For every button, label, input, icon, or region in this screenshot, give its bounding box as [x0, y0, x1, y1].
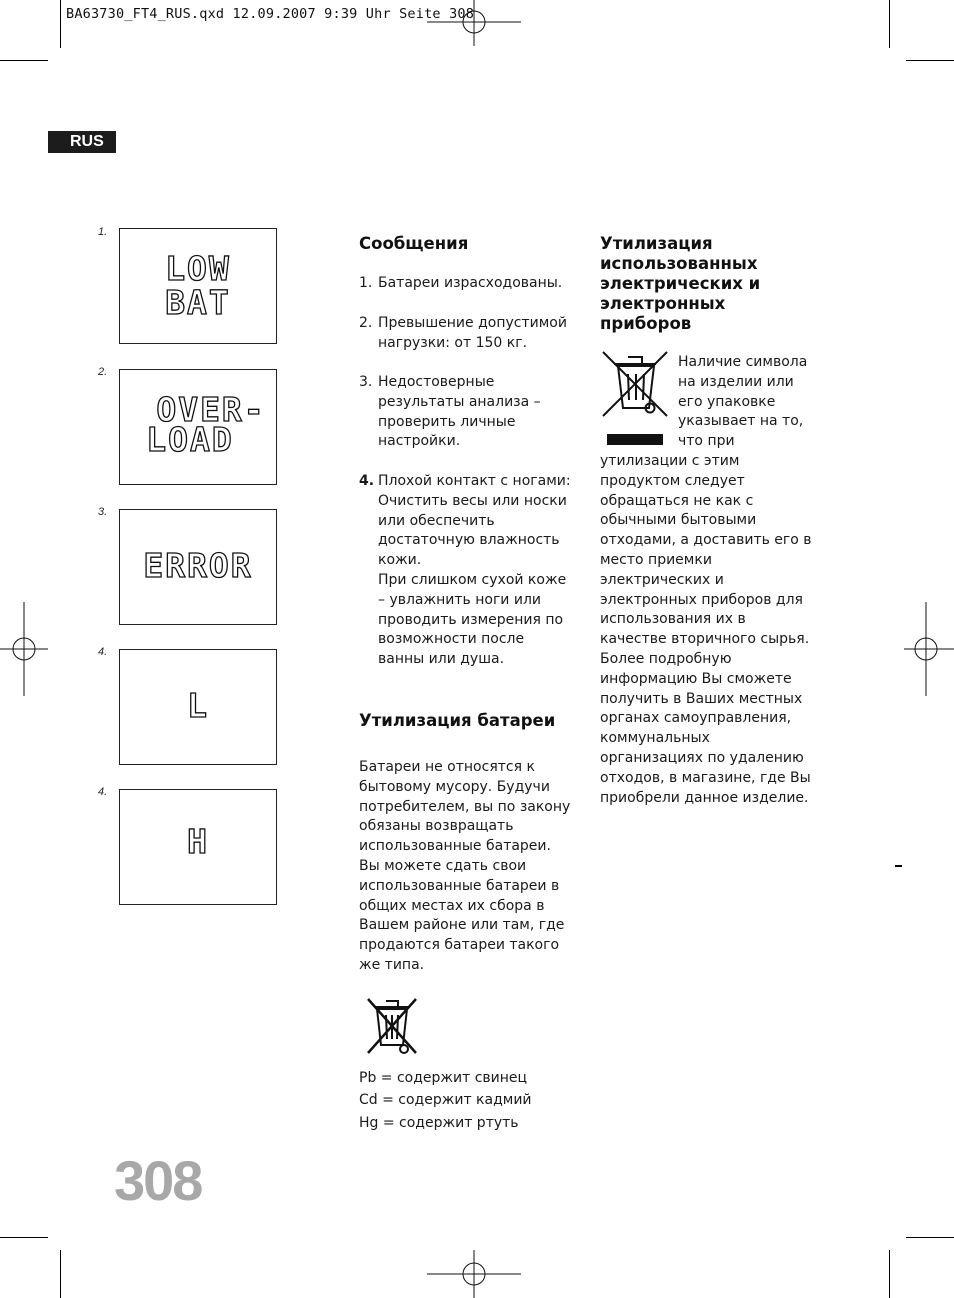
weee-text: утилизации с этим продуктом следует обращаться не как с обычными бытовыми отходами, а доставить его в место приемки электрических и электронных приборов для использования их в качестве вторичного сырья. Более подробную информацию Вы сможете получить в Ваших местных органах самоуправления, коммунальных организациях по удалению отходов, в магазине, где Вы приобрели данное изделие. — [600, 453, 812, 806]
display-number: 4. — [98, 646, 108, 658]
crossed-out-bin-icon — [600, 348, 670, 448]
display-number: 3. — [98, 506, 108, 518]
display-line: LOAD — [146, 420, 234, 459]
crossed-out-bin-icon — [364, 993, 420, 1057]
display-line: BAT — [165, 283, 231, 322]
battery-heading: Утилизация батареи — [359, 711, 556, 730]
weee-heading: Утилизация использованных электрических и электронных приборов — [600, 234, 761, 333]
display-h — [119, 789, 277, 905]
page-number: 308 — [114, 1149, 202, 1212]
file-slug: BA63730_FT4_RUS.qxd 12.09.2007 9:39 Uhr Seite 308 — [66, 6, 475, 22]
language-tab-label: RUS — [70, 133, 104, 150]
substance-pb: Pb = содержит свинец — [359, 1070, 528, 1086]
substance-cd: Cd = содержит кадмий — [359, 1092, 532, 1108]
display-line: ERROR — [143, 546, 253, 585]
display-number: 2. — [98, 366, 108, 378]
display-number: 4. — [98, 786, 108, 798]
display-low-bat — [119, 228, 277, 344]
display-line: LOW — [165, 249, 231, 288]
display-overload — [119, 369, 277, 485]
display-l — [119, 649, 277, 765]
display-error — [119, 509, 277, 625]
display-line: H — [187, 822, 209, 861]
weee-text-intro: Наличие символа на изделии или его упаковке указывает на то, что при — [678, 354, 808, 450]
substance-hg: Hg = содержит ртуть — [359, 1115, 519, 1131]
messages-heading: Сообщения — [359, 234, 469, 253]
display-line: OVER- — [156, 390, 266, 429]
display-number: 1. — [98, 226, 108, 238]
display-line: L — [187, 686, 209, 725]
battery-text: Батареи не относятся к бытовому мусору. Будучи потребителем, вы по закону обязаны возвращать использованные батареи. Вы можете сдать свои использованные батареи в общих местах их сбора в Вашем районе или там, где продаются батареи такого же типа. — [359, 759, 571, 973]
